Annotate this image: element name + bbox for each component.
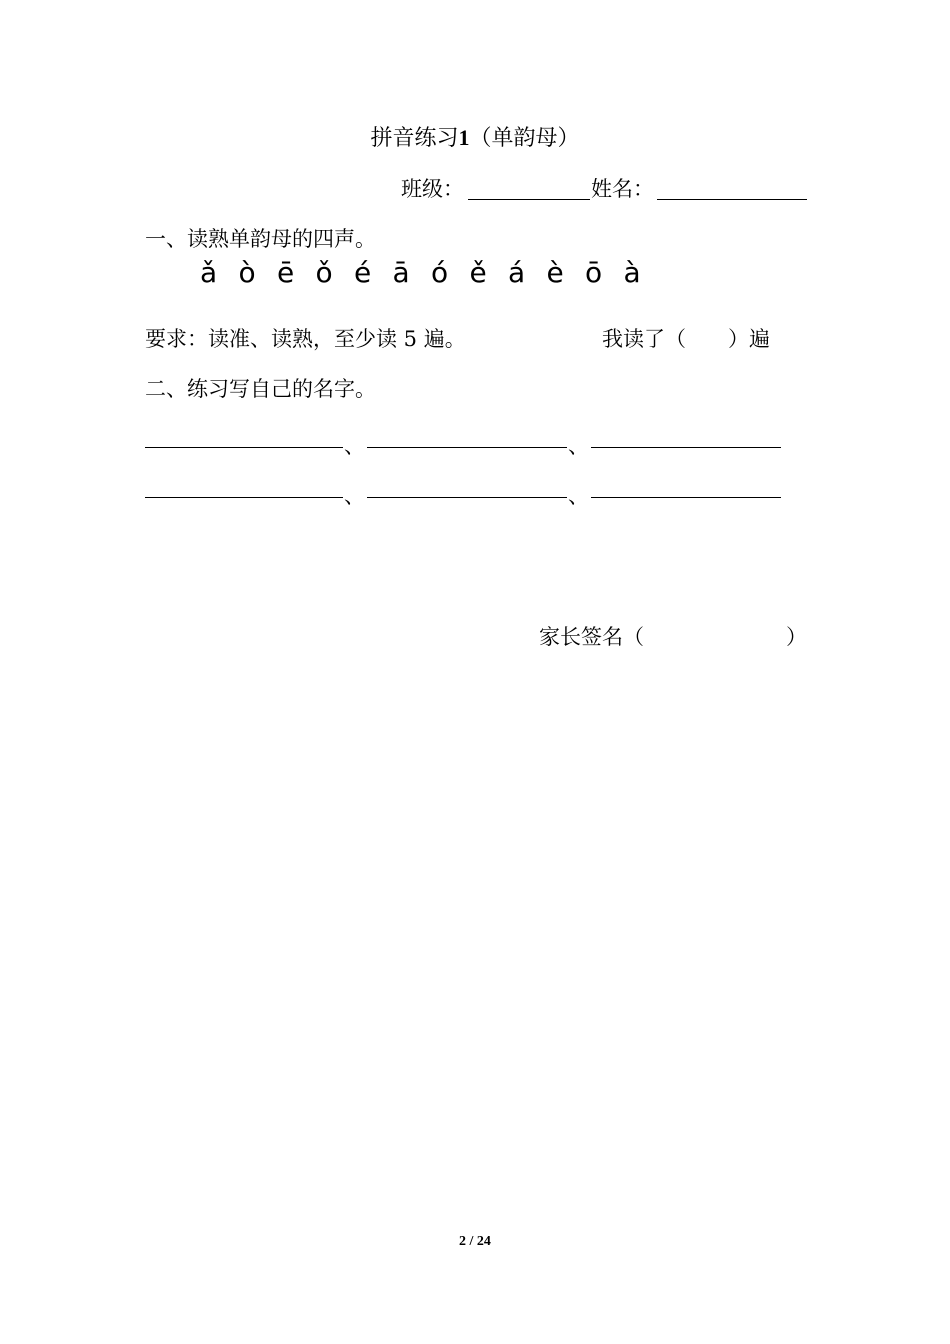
section2-heading: 二、练习写自己的名字。 [145, 377, 376, 401]
requirement-text: 要求：读准、读熟，至少读 5 遍。 [145, 327, 466, 351]
pinyin-item: á [508, 256, 526, 289]
name-writing-line[interactable] [367, 447, 567, 448]
pinyin-item: ó [431, 256, 449, 289]
reading-counter: 我读了（ ）遍 [602, 327, 770, 351]
separator: 、 [568, 484, 589, 508]
title-text: 拼音练习 [370, 126, 459, 151]
class-label: 班级： [401, 177, 464, 201]
separator: 、 [344, 484, 365, 508]
separator: 、 [568, 434, 589, 458]
name-writing-line[interactable] [145, 447, 343, 448]
separator: 、 [344, 434, 365, 458]
pinyin-item: ò [238, 256, 256, 289]
name-writing-line[interactable] [591, 447, 781, 448]
pinyin-item: ā [392, 256, 410, 289]
section1-heading: 一、读熟单韵母的四声。 [145, 227, 376, 251]
pinyin-item: ǒ [315, 256, 333, 289]
name-writing-line[interactable] [145, 497, 343, 498]
name-field-line[interactable] [657, 199, 807, 200]
pinyin-item: ǎ [200, 256, 218, 289]
pinyin-item: é [354, 256, 372, 289]
class-field-line[interactable] [468, 199, 590, 200]
name-writing-line[interactable] [591, 497, 781, 498]
title-number: 1 [458, 125, 470, 150]
pinyin-item: ō [585, 256, 603, 289]
pinyin-item: ě [469, 256, 487, 289]
name-writing-line[interactable] [367, 497, 567, 498]
title-subtitle: （单韵母） [469, 126, 580, 151]
name-label: 姓名： [591, 177, 654, 201]
pinyin-item: ē [277, 256, 295, 289]
parent-signature-close: ） [786, 625, 807, 649]
page-title [0, 121, 950, 152]
pinyin-item: è [546, 256, 564, 289]
parent-signature-label: 家长签名（ [539, 625, 644, 649]
pinyin-row [200, 256, 662, 289]
page-number: 2 / 24 [459, 1234, 491, 1249]
pinyin-item: à [623, 256, 641, 289]
